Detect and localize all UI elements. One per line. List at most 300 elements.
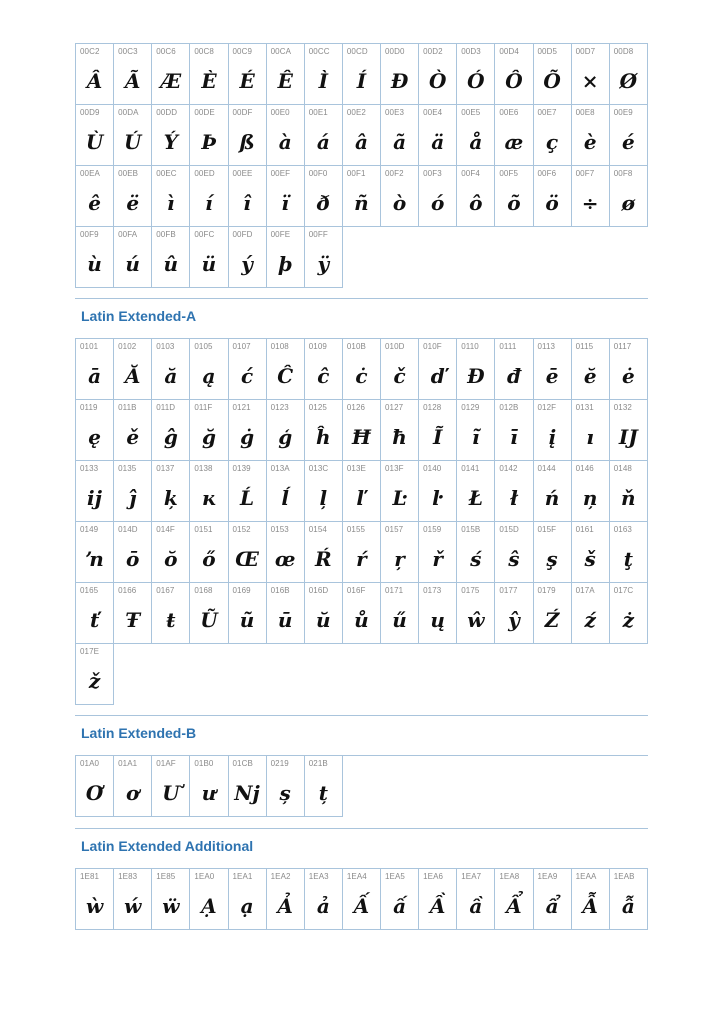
glyph-codepoint: 0171 — [385, 586, 404, 595]
glyph-sample: þ — [278, 252, 293, 276]
glyph-codepoint: 00E4 — [423, 108, 443, 117]
glyph-cell — [534, 44, 572, 105]
glyph-sample: ú — [125, 252, 140, 276]
glyph-cell — [114, 105, 152, 166]
glyph-codepoint: 016B — [270, 586, 290, 595]
glyph-sample: ĸ — [202, 486, 216, 510]
glyph-cell — [381, 166, 419, 227]
glyph-codepoint: 017A — [575, 586, 595, 595]
glyph-sample: Ă — [124, 364, 141, 388]
glyph-codepoint: 0146 — [575, 464, 594, 473]
glyph-sample: ģ — [278, 425, 293, 449]
glyph-cell — [495, 44, 533, 105]
glyph-cell — [610, 166, 648, 227]
glyph-cell — [343, 105, 381, 166]
glyph-sample: ō — [126, 547, 140, 571]
glyph-sample: ù — [87, 252, 102, 276]
glyph-codepoint: 0144 — [537, 464, 556, 473]
glyph-codepoint: 0105 — [194, 342, 213, 351]
glyph-cell — [457, 105, 495, 166]
glyph-cell — [457, 869, 495, 930]
glyph-cell — [343, 44, 381, 105]
glyph-codepoint: 0117 — [613, 342, 632, 351]
glyph-sample: á — [316, 130, 330, 154]
glyph-sample: × — [581, 69, 599, 93]
glyph-cell — [305, 105, 343, 166]
glyph-codepoint: 01A0 — [80, 759, 100, 768]
glyph-codepoint: 00D9 — [80, 108, 100, 117]
glyph-sample: ē — [545, 364, 559, 388]
glyph-cell — [610, 461, 648, 522]
glyph-codepoint: 00E1 — [308, 108, 328, 117]
glyph-cell — [610, 522, 648, 583]
glyph-cell — [190, 44, 228, 105]
glyph-sample: í — [205, 191, 213, 215]
section-divider — [75, 828, 648, 829]
glyph-cell — [381, 522, 419, 583]
glyph-sample: ħ — [392, 425, 407, 449]
glyph-codepoint: 00FE — [270, 230, 291, 239]
glyph-sample: ę — [88, 425, 101, 449]
glyph-codepoint: 00E9 — [613, 108, 633, 117]
glyph-sample: ẫ — [621, 894, 635, 918]
glyph-codepoint: 0152 — [232, 525, 251, 534]
glyph-sample: ư — [201, 781, 217, 805]
glyph-cell — [76, 227, 114, 288]
glyph-codepoint: 1E83 — [118, 872, 138, 881]
glyph-codepoint: 00FD — [232, 230, 253, 239]
glyph-codepoint: 00F4 — [461, 169, 480, 178]
glyph-codepoint: 00D7 — [575, 47, 596, 56]
glyph-cell — [610, 400, 648, 461]
section-title-latin-extended-additional: Latin Extended Additional — [81, 838, 254, 854]
glyph-codepoint: 1EA9 — [537, 872, 558, 881]
glyph-sample: ț — [318, 781, 328, 805]
glyph-sample: ď — [430, 364, 445, 388]
glyph-codepoint: 00FB — [156, 230, 176, 239]
glyph-sample: ý — [241, 252, 253, 276]
glyph-sample: ó — [431, 191, 445, 215]
glyph-sample: É — [239, 69, 255, 93]
glyph-codepoint: 0119 — [80, 403, 98, 412]
glyph-sample: à — [278, 130, 292, 154]
glyph-sample: đ — [506, 364, 521, 388]
glyph-cell — [495, 105, 533, 166]
glyph-cell — [114, 166, 152, 227]
glyph-codepoint: 010B — [346, 342, 366, 351]
glyph-cell — [495, 339, 533, 400]
glyph-cell — [572, 44, 610, 105]
glyph-cell — [267, 756, 305, 817]
glyph-cell — [190, 166, 228, 227]
glyph-codepoint: 012B — [499, 403, 519, 412]
glyph-cell — [114, 339, 152, 400]
glyph-sample: Ź — [544, 608, 560, 632]
glyph-codepoint: 0154 — [308, 525, 327, 534]
glyph-cell — [419, 522, 457, 583]
glyph-sample: Ầ — [429, 894, 446, 918]
glyph-sample: ĝ — [163, 425, 178, 449]
glyph-sample: Ô — [505, 69, 523, 93]
glyph-sample: Œ — [235, 547, 259, 571]
glyph-cell — [267, 44, 305, 105]
glyph-sample: Æ — [160, 69, 182, 93]
glyph-codepoint: 0133 — [80, 464, 99, 473]
glyph-sample: Ĩ — [433, 425, 443, 449]
glyph-cell — [190, 227, 228, 288]
glyph-codepoint: 00D0 — [385, 47, 405, 56]
glyph-cell — [152, 227, 190, 288]
glyph-cell — [572, 461, 610, 522]
glyph-cell — [152, 44, 190, 105]
glyph-codepoint: 0151 — [194, 525, 213, 534]
glyph-sample: ġ — [240, 425, 255, 449]
glyph-cell — [495, 400, 533, 461]
glyph-sample: ř — [432, 547, 443, 571]
glyph-cell — [267, 522, 305, 583]
glyph-codepoint: 00F8 — [613, 169, 633, 178]
glyph-sample: æ — [504, 130, 524, 154]
glyph-cell — [76, 644, 114, 705]
glyph-codepoint: 0131 — [575, 403, 594, 412]
glyph-cell — [572, 400, 610, 461]
glyph-sample: ŧ — [166, 608, 176, 632]
glyph-cell — [305, 583, 343, 644]
glyph-codepoint: 0168 — [194, 586, 213, 595]
glyph-codepoint: 0138 — [194, 464, 213, 473]
glyph-codepoint: 0121 — [232, 403, 251, 412]
glyph-grid-latin-extended-a — [75, 338, 648, 705]
glyph-codepoint: 011B — [118, 403, 137, 412]
glyph-cell — [76, 461, 114, 522]
glyph-sample: ß — [239, 130, 255, 154]
glyph-codepoint: 021B — [308, 759, 328, 768]
glyph-codepoint: 01CB — [232, 759, 253, 768]
glyph-sample: ż — [622, 608, 634, 632]
glyph-cell — [114, 400, 152, 461]
glyph-cell — [495, 166, 533, 227]
glyph-codepoint: 0167 — [156, 586, 175, 595]
glyph-sample: ų — [430, 608, 445, 632]
glyph-sample: Ù — [85, 130, 104, 154]
glyph-codepoint: 014D — [118, 525, 138, 534]
glyph-sample: ø — [621, 191, 635, 215]
glyph-codepoint: 0153 — [270, 525, 289, 534]
glyph-cell — [419, 869, 457, 930]
glyph-sample: ĳ — [87, 486, 103, 510]
glyph-sample: ẁ — [85, 894, 104, 918]
section-title-latin-extended-a: Latin Extended-A — [81, 308, 197, 324]
glyph-codepoint: 01A1 — [118, 759, 138, 768]
glyph-sample: û — [163, 252, 179, 276]
glyph-codepoint: 00EE — [232, 169, 253, 178]
glyph-sample: ą — [202, 364, 216, 388]
glyph-codepoint: 0139 — [232, 464, 251, 473]
glyph-sample: ž — [88, 669, 101, 693]
glyph-sample: ë — [126, 191, 140, 215]
glyph-codepoint: 0159 — [423, 525, 442, 534]
glyph-codepoint: 00D5 — [537, 47, 558, 56]
glyph-cell — [419, 400, 457, 461]
glyph-codepoint: 00E7 — [537, 108, 557, 117]
glyph-codepoint: 00D4 — [499, 47, 519, 56]
glyph-sample: Ư — [162, 781, 180, 805]
glyph-sample: ñ — [354, 191, 369, 215]
glyph-sample: Þ — [201, 130, 217, 154]
glyph-codepoint: 0148 — [613, 464, 632, 473]
glyph-codepoint: 00F5 — [499, 169, 519, 178]
glyph-sample: ơ — [126, 781, 140, 805]
section-divider — [75, 715, 648, 716]
glyph-sample: ĕ — [583, 364, 597, 388]
glyph-sample: ä — [431, 130, 445, 154]
glyph-sample: Ĉ — [277, 364, 294, 388]
glyph-cell — [229, 461, 267, 522]
glyph-cell — [190, 756, 228, 817]
glyph-cell — [190, 105, 228, 166]
glyph-sample: ĺ — [281, 486, 289, 510]
glyph-sample: ü — [201, 252, 217, 276]
glyph-cell — [76, 583, 114, 644]
glyph-codepoint: 00D3 — [461, 47, 481, 56]
glyph-codepoint: 00FC — [194, 230, 215, 239]
glyph-cell — [152, 522, 190, 583]
glyph-codepoint: 0111 — [499, 342, 517, 351]
glyph-sample: ẅ — [162, 894, 180, 918]
glyph-sample: Ø — [619, 69, 638, 93]
glyph-cell — [534, 461, 572, 522]
glyph-codepoint: 1EA1 — [232, 872, 253, 881]
glyph-sample: ö — [545, 191, 559, 215]
glyph-codepoint: 00DE — [194, 108, 215, 117]
glyph-codepoint: 017C — [613, 586, 634, 595]
glyph-cell — [610, 339, 648, 400]
glyph-cell — [419, 166, 457, 227]
glyph-cell — [457, 522, 495, 583]
glyph-cell — [343, 869, 381, 930]
glyph-cell — [495, 869, 533, 930]
glyph-cell — [229, 227, 267, 288]
glyph-codepoint: 0102 — [118, 342, 137, 351]
glyph-sample: ẩ — [545, 894, 559, 918]
glyph-cell — [381, 461, 419, 522]
glyph-sample: Ấ — [353, 894, 370, 918]
glyph-codepoint: 1EA7 — [461, 872, 482, 881]
glyph-cell — [419, 583, 457, 644]
glyph-cell — [267, 105, 305, 166]
glyph-grid-latin-extended-b — [75, 755, 648, 817]
glyph-cell — [267, 869, 305, 930]
glyph-cell — [419, 339, 457, 400]
glyph-codepoint: 1EA3 — [308, 872, 329, 881]
glyph-cell — [114, 583, 152, 644]
glyph-sample: ì — [167, 191, 175, 215]
glyph-codepoint: 0163 — [613, 525, 632, 534]
glyph-codepoint: 013A — [270, 464, 290, 473]
glyph-sample: ě — [126, 425, 140, 449]
glyph-cell — [610, 869, 648, 930]
glyph-sample: ń — [544, 486, 560, 510]
glyph-sample: ī — [510, 425, 518, 449]
glyph-codepoint: 00C9 — [232, 47, 253, 56]
glyph-cell — [114, 756, 152, 817]
glyph-sample: į — [548, 425, 556, 449]
glyph-cell — [534, 869, 572, 930]
glyph-sample: ź — [584, 608, 596, 632]
glyph-codepoint: 0108 — [270, 342, 289, 351]
glyph-cell — [534, 339, 572, 400]
glyph-cell — [229, 44, 267, 105]
glyph-sample: ŉ — [84, 547, 105, 571]
glyph-codepoint: 015D — [499, 525, 519, 534]
glyph-codepoint: 01AF — [156, 759, 176, 768]
glyph-sample: Ê — [277, 69, 293, 93]
glyph-codepoint: 1EA4 — [346, 872, 367, 881]
glyph-cell — [190, 583, 228, 644]
glyph-cell — [457, 339, 495, 400]
glyph-cell — [229, 756, 267, 817]
glyph-grid-latin-1-supplement — [75, 43, 648, 288]
glyph-codepoint: 00E8 — [575, 108, 595, 117]
glyph-sample: ś — [470, 547, 482, 571]
glyph-sample: Ý — [163, 130, 178, 154]
glyph-cell — [76, 339, 114, 400]
glyph-cell — [267, 400, 305, 461]
glyph-sample: ŭ — [316, 608, 331, 632]
glyph-cell — [267, 339, 305, 400]
glyph-cell — [267, 166, 305, 227]
glyph-codepoint: 0166 — [118, 586, 137, 595]
glyph-sample: Ĺ — [240, 486, 255, 510]
glyph-sample: Ó — [467, 69, 485, 93]
glyph-sample: ů — [354, 608, 369, 632]
glyph-cell — [152, 166, 190, 227]
section-divider — [75, 298, 648, 299]
glyph-sample: Đ — [467, 364, 485, 388]
glyph-cell — [343, 400, 381, 461]
glyph-codepoint: 0161 — [575, 525, 594, 534]
glyph-cell — [419, 44, 457, 105]
glyph-codepoint: 0157 — [385, 525, 404, 534]
glyph-cell — [229, 400, 267, 461]
glyph-cell — [534, 583, 572, 644]
glyph-cell — [457, 44, 495, 105]
glyph-sample: Ã — [124, 69, 141, 93]
glyph-sample: ç — [545, 130, 559, 154]
glyph-cell — [381, 400, 419, 461]
glyph-cell — [534, 166, 572, 227]
glyph-cell — [572, 339, 610, 400]
glyph-sample: œ — [274, 547, 296, 571]
glyph-codepoint: 0179 — [537, 586, 556, 595]
glyph-codepoint: 0129 — [461, 403, 480, 412]
glyph-cell — [152, 339, 190, 400]
glyph-codepoint: 010D — [385, 342, 405, 351]
glyph-cell — [305, 522, 343, 583]
glyph-cell — [190, 869, 228, 930]
glyph-codepoint: 0110 — [461, 342, 479, 351]
glyph-sample: Ł — [468, 486, 483, 510]
glyph-sample: ŏ — [164, 547, 178, 571]
glyph-sample: ï — [281, 191, 289, 215]
glyph-sample: ǋ — [234, 781, 260, 805]
glyph-sample: ť — [89, 608, 100, 632]
glyph-codepoint: 00E3 — [385, 108, 405, 117]
glyph-sample: Ả — [277, 894, 293, 918]
glyph-codepoint: 011F — [194, 403, 213, 412]
glyph-sample: ả — [316, 894, 330, 918]
glyph-codepoint: 0132 — [613, 403, 632, 412]
glyph-cell — [572, 522, 610, 583]
glyph-cell — [572, 105, 610, 166]
glyph-codepoint: 013F — [385, 464, 404, 473]
glyph-sample: Ì — [318, 69, 328, 93]
glyph-sample: Ð — [390, 69, 409, 93]
glyph-sample: ă — [164, 364, 178, 388]
glyph-codepoint: 0103 — [156, 342, 175, 351]
glyph-cell — [229, 869, 267, 930]
glyph-sample: ļ — [319, 486, 328, 510]
glyph-cell — [495, 583, 533, 644]
glyph-sample: ű — [392, 608, 407, 632]
glyph-sample: Ẩ — [506, 894, 522, 918]
glyph-sample: Ú — [123, 130, 142, 154]
glyph-sample: š — [584, 547, 596, 571]
glyph-codepoint: 00EC — [156, 169, 177, 178]
glyph-cell — [534, 400, 572, 461]
glyph-cell — [534, 522, 572, 583]
glyph-cell — [229, 339, 267, 400]
glyph-codepoint: 1EA5 — [385, 872, 405, 881]
glyph-sample: Ŧ — [125, 608, 141, 632]
glyph-cell — [572, 869, 610, 930]
glyph-cell — [343, 461, 381, 522]
glyph-codepoint: 013C — [308, 464, 329, 473]
glyph-codepoint: 00CD — [346, 47, 368, 56]
glyph-cell — [457, 166, 495, 227]
glyph-cell — [229, 583, 267, 644]
glyph-codepoint: 0115 — [575, 342, 594, 351]
glyph-cell — [152, 105, 190, 166]
glyph-cell — [229, 522, 267, 583]
glyph-cell — [76, 869, 114, 930]
glyph-codepoint: 00C6 — [156, 47, 176, 56]
glyph-cell — [343, 583, 381, 644]
glyph-sample: ấ — [393, 894, 407, 918]
glyph-codepoint: 00E0 — [270, 108, 290, 117]
glyph-sample: ŷ — [508, 608, 520, 632]
glyph-codepoint: 0169 — [232, 586, 251, 595]
glyph-codepoint: 00EA — [80, 169, 100, 178]
glyph-sample: Ħ — [351, 425, 371, 449]
glyph-codepoint: 01B0 — [194, 759, 214, 768]
glyph-cell — [305, 227, 343, 288]
glyph-codepoint: 1E85 — [156, 872, 176, 881]
glyph-codepoint: 00F1 — [346, 169, 366, 178]
glyph-codepoint: 0125 — [308, 403, 327, 412]
glyph-sample: Ẫ — [582, 894, 598, 918]
glyph-sample: ł — [510, 486, 518, 510]
glyph-cell — [76, 166, 114, 227]
glyph-cell — [267, 461, 305, 522]
glyph-sample: î — [243, 191, 251, 215]
glyph-sample: é — [621, 130, 635, 154]
glyph-sample: ŀ — [432, 486, 444, 510]
glyph-codepoint: 011D — [156, 403, 176, 412]
glyph-sample: ķ — [163, 486, 178, 510]
glyph-cell — [152, 756, 190, 817]
glyph-sample: È — [201, 69, 217, 93]
